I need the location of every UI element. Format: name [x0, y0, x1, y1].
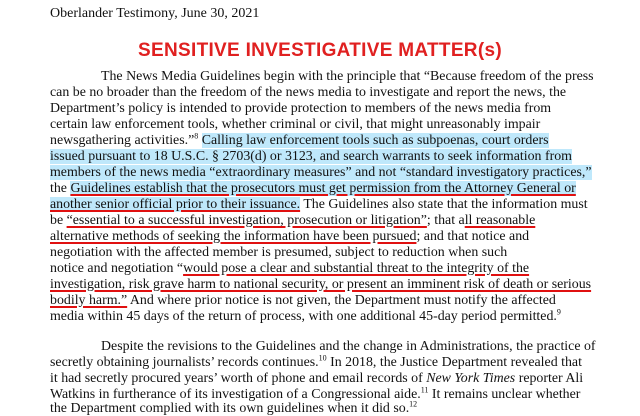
p1-line-15 — [50, 293, 556, 308]
underlined-text: alternative methods of seeking the information have been pursued — [50, 229, 417, 244]
p1-line-4: certain law enforcement tools, whether criminal or civil, that might unreasonably impair — [50, 117, 541, 132]
underlined-text: ll reasonable — [464, 213, 536, 228]
text-span: be — [50, 213, 67, 228]
text-span: it had secretly procured years’ worth of phone and email records of — [50, 371, 427, 386]
p2-line-2 — [50, 355, 582, 370]
p1-line-16 — [50, 309, 561, 324]
text-span: It remains unclear whether — [428, 387, 581, 402]
underlined-highlighted-text: another senior official prior to their issuance. — [50, 197, 301, 212]
p1-line-10 — [50, 213, 535, 228]
p1-line-7 — [50, 165, 592, 180]
sensitive-banner: SENSITIVE INVESTIGATIVE MATTER(s) — [138, 40, 502, 61]
text-span: newsgathering activities.” — [50, 133, 195, 148]
p1-line-2: can be no broader than the freedom of the news media to investigate and report the news, the — [50, 85, 567, 100]
text-span: notice and negotiation “ — [50, 261, 184, 276]
text-span: ; and that notice and — [416, 229, 530, 244]
p1-line-8 — [50, 181, 576, 196]
highlighted-text: Calling law enforcement tools such as subpoenas, court orders — [201, 133, 549, 148]
underlined-text: investigation, risk grave harm to national security, or present an imminent risk of death or serious — [50, 277, 592, 292]
p1-line-13 — [50, 261, 529, 276]
underlined-text: bodily harm.” — [50, 293, 128, 308]
underlined-text: would pose a clear and substantial threat to the integrity of the — [183, 261, 530, 276]
footnote-ref: 9 — [556, 307, 561, 317]
p1-line-6 — [50, 149, 572, 164]
p1-line-9 — [50, 197, 588, 212]
text-span: And where prior notice is not given, the Department must notify the affected — [127, 293, 556, 308]
document-header: Oberlander Testimony, June 30, 2021 — [50, 6, 260, 21]
text-span: the Department complied with its own guidelines when it did so. — [50, 401, 410, 416]
p1-line-5 — [50, 133, 549, 148]
text-span: the — [50, 181, 71, 196]
text-span: media within 45 days of the return of process, with one additional 45-day period permitted. — [50, 309, 557, 324]
text-span: reporter Ali — [515, 371, 584, 386]
p1-line-11 — [50, 229, 529, 244]
underlined-highlighted-text: Guidelines establish that the prosecutors must get permission from the Attorney General or — [70, 181, 576, 196]
footnote-ref: 11 — [420, 385, 429, 395]
text-span: The Guidelines also state that the information must — [300, 197, 588, 212]
highlighted-text: members of the news media “extraordinary measures” and not “standard investigatory practices,” — [50, 165, 592, 180]
p2-line-4 — [50, 387, 580, 402]
publication-name: New York Times — [426, 371, 516, 386]
footnote-ref: 10 — [318, 353, 327, 363]
text-span: Watkins in furtherance of its investigation of a Congressional aide. — [50, 387, 421, 402]
footnote-ref: 8 — [194, 131, 199, 141]
p2-line-1: Despite the revisions to the Guidelines and the change in Administrations, the practice of — [101, 339, 596, 354]
p1-line-1: The News Media Guidelines begin with the principle that “Because freedom of the press — [101, 69, 594, 84]
p2-line-5 — [50, 401, 417, 416]
p1-line-14 — [50, 277, 591, 292]
text-span: secretly obtaining journalists’ records continues. — [50, 355, 319, 370]
p2-line-3 — [50, 371, 583, 386]
text-span: In 2018, the Justice Department revealed that — [326, 355, 582, 370]
footnote-ref: 12 — [409, 399, 418, 409]
text-span: ; that a — [426, 213, 465, 228]
highlighted-text: issued pursuant to 18 U.S.C. § 2703(d) or 3123, and search warrants to seek information from — [50, 149, 572, 164]
p1-line-3: Department’s policy is intended to provide protection to members of the news media from — [50, 101, 552, 116]
underlined-text: “essential to a successful investigation, prosecution or litigation” — [66, 213, 427, 228]
p1-line-12: negotiation with the affected member is presumed, subject to reduction when such — [50, 245, 508, 260]
